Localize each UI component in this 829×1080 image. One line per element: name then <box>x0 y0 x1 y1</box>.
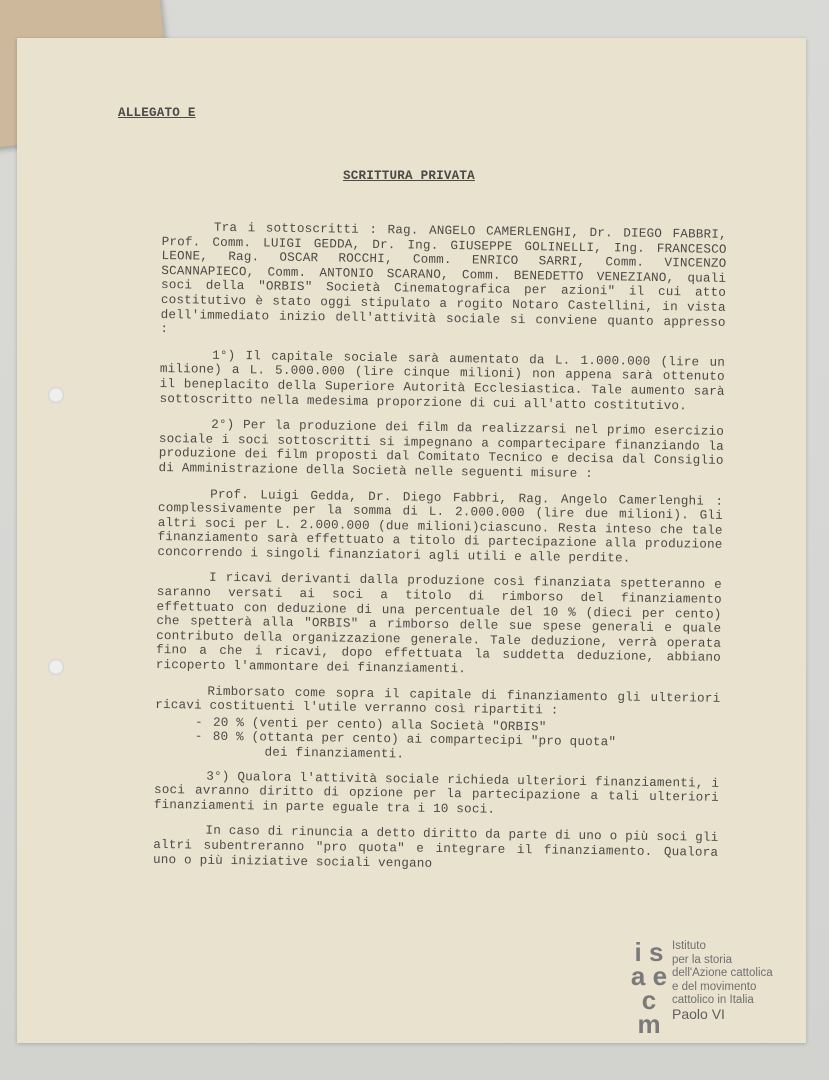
stamp-line: e del movimento <box>672 980 757 993</box>
paragraph-distribution: Rimborsato come sopra il capitale di finanziamento gli ulteriori ricavi costituenti l'utile verranno così ripartiti : <box>155 684 721 718</box>
attachment-label: ALLEGATO E <box>118 106 196 120</box>
stamp-line: dell'Azione cattolica <box>672 967 773 979</box>
list-item-continuation: dei finanziamenti. <box>264 745 405 762</box>
distribution-list <box>194 715 720 766</box>
stamp-text <box>672 940 802 1021</box>
paragraph-renunciation: In caso di rinuncia a detto diritto da parte di uno o più soci gli altri subentreranno "pro quota" e integrare il finanziamento. Qualora uno o più iniziative sociali vengano <box>152 824 719 871</box>
paragraph-article-3: 3°) Qualora l'attività sociale richieda ulteriori finanziamenti, i soci avranno diritto di opzione per la partecipazione a tali ulteriori finanziamenti in parte eguale tra i 10 soci. <box>153 769 720 817</box>
document-title: SCRITTURA PRIVATA <box>343 169 475 183</box>
paragraph-article-2: 2°) Per la produzione dei film da realizzarsi nel primo esercizio sociale i soci sottoscritti si impegnano a compartecipare finanziando la produzione dei film proposti dal Comitato Tecnico e decisa dal Consiglio di Amministrazione della Società nelle seguenti misure : <box>158 417 725 481</box>
stamp-line: Istituto <box>672 940 706 952</box>
stamp-monogram: i s a e c m <box>630 937 668 1039</box>
document-body <box>153 220 727 886</box>
paragraph-contributions: Prof. Luigi Gedda, Dr. Diego Fabbri, Rag. Angelo Camerlenghi : complessivamente per la somma di L. 2.000.000 (lire due milioni). Gli altri soci per L. 2.000.000 (due milioni)ciascuno. Resta inteso che tale finanziamento sarà effettuato a titolo di partecipazione alla produzione concorrendo i singoli finanziatori agli utili e alle perdite. <box>157 487 724 566</box>
list-item-text: 20 % (venti per cento) alla Società "ORBIS" <box>212 715 547 735</box>
stamp-line: Paolo VI <box>672 1005 725 1022</box>
paragraph-parties: Tra i sottoscritti : Rag. ANGELO CAMERLENGHI, Dr. DIEGO FABBRI, Prof. Comm. LUIGI GEDDA, Dr. Ing. GIUSEPPE GOLINELLI, Ing. FRANCESCO LEONE, Rag. OSCAR ROCCHI, Comm. ENRICO SARRI, Comm. VINCENZO SCANNAPIECO, Comm. ANTONIO SCARANO, Comm. BENEDETTO VENEZIANO, quali soci della "ORBIS" Società Cinematografica per azioni" il cui atto costitutivo è stato oggi stipulato a rogito Notaro Castellini, in vista dell'immediato inizio dell'attività sociale si conviene quanto appresso : <box>160 220 727 337</box>
paragraph-revenues: I ricavi derivanti dalla produzione così finanziata spetteranno e saranno versati ai soci a titolo di rimborso del finanziamento effettuato con deduzione di una percentuale del 10 % (dieci per cento) che spetterà alla "ORBIS" a rimborso delle sue spese generali e quale contributo della organizzazione generale. Tale deduzione, verrà operata fino a che i ricavi, dopo effettuata la suddetta deduzione, abbiano ricoperto l'ammontare dei finanziamenti. <box>155 571 723 677</box>
paragraph-article-1: 1°) Il capitale sociale sarà aumentato da L. 1.000.000 (lire un milione) a L. 5.000.000 (lire cinque milioni) non appena sarà ottenuto il beneplacito della Superiore Autorità Ecclesiastica. Tale aumento sarà sottoscritto nella medesima proporzione di cui all'atto costitutivo. <box>159 348 726 413</box>
list-item-text: 80 % (ottanta per cento) ai compartecipi "pro quota" <box>212 730 617 750</box>
list-dash: - <box>194 715 203 730</box>
list-dash: - <box>194 729 203 745</box>
stamp-line: cattolico in Italia <box>672 994 754 1006</box>
archive-stamp <box>630 935 810 1040</box>
stamp-line: per la storia <box>672 953 733 966</box>
